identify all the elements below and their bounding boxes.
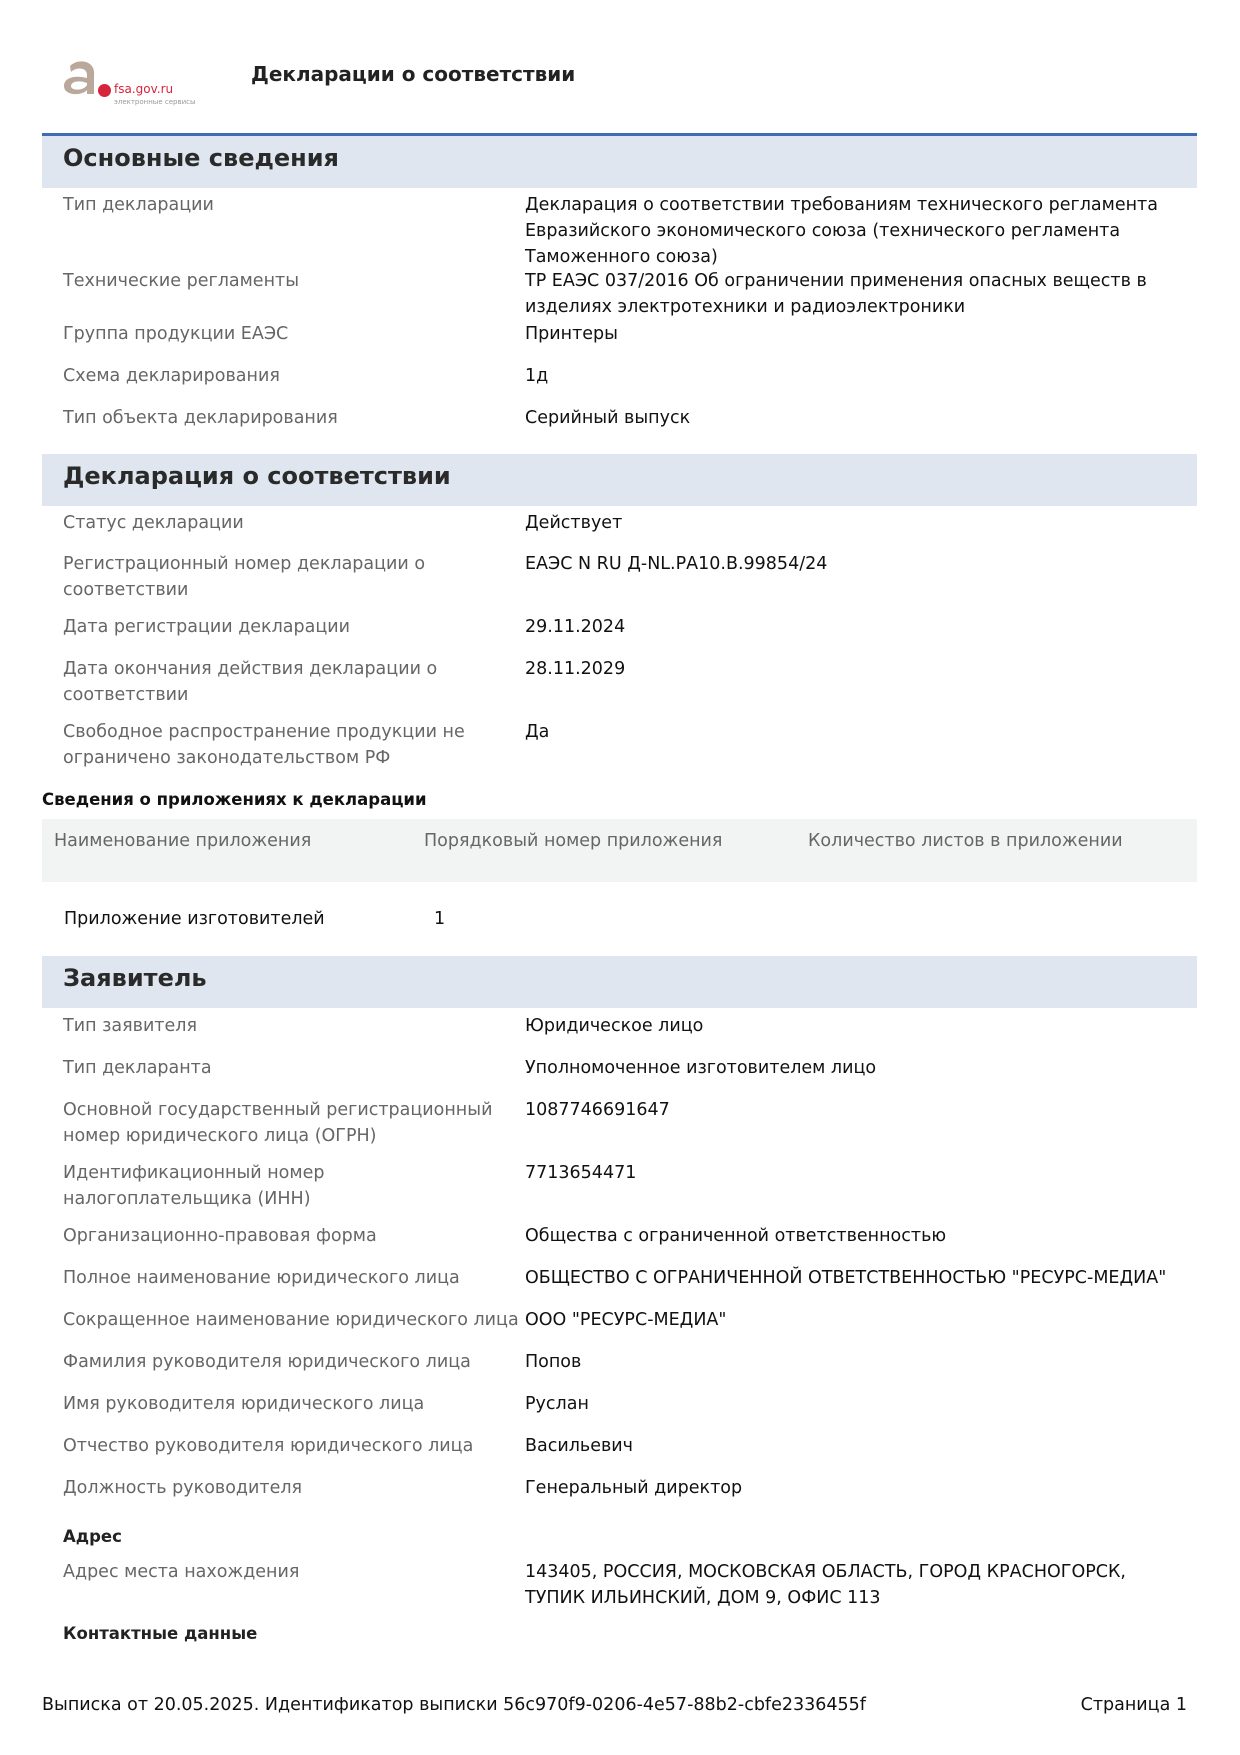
row-declarant-type <box>42 1055 1197 1097</box>
row-head-patronymic <box>42 1433 1197 1475</box>
field-value: 1087746691647 <box>525 1100 670 1120</box>
field-value: ООО "РЕСУРС-МЕДИА" <box>525 1310 727 1330</box>
contacts-heading: Контактные данные <box>63 1624 258 1643</box>
field-label: Дата окончания действия декларации о соответствии <box>63 659 438 705</box>
field-label: Основной государственный регистрационный номер юридического лица (ОГРН) <box>63 1100 493 1146</box>
field-label: Статус декларации <box>63 513 244 533</box>
field-value: ЕАЭС N RU Д-NL.РА10.В.99854/24 <box>525 554 828 574</box>
field-label: Схема декларирования <box>63 366 280 386</box>
logo-dot <box>98 84 111 97</box>
column-header: Количество листов в приложении <box>808 831 1123 851</box>
page-number: Страница 1 <box>1080 1695 1187 1715</box>
field-label: Фамилия руководителя юридического лица <box>63 1352 471 1372</box>
field-value: Васильевич <box>525 1436 634 1456</box>
field-label: Тип декларации <box>63 195 214 215</box>
field-value: Руслан <box>525 1394 589 1414</box>
field-label: Должность руководителя <box>63 1478 303 1498</box>
field-label: Идентификационный номер налогоплательщика (ИНН) <box>63 1163 325 1209</box>
field-value: 1д <box>525 366 549 386</box>
field-label: Организационно-правовая форма <box>63 1226 377 1246</box>
table-cell: Приложение изготовителей <box>64 909 325 929</box>
address-block <box>42 1559 1197 1613</box>
row-head-position <box>42 1475 1197 1517</box>
row-full-name <box>42 1265 1197 1307</box>
row-free-distribution <box>42 719 1197 773</box>
attachments-table <box>42 819 1197 944</box>
section-applicant <box>42 956 1197 1517</box>
logo-subtitle: электронные сервисы <box>114 98 196 106</box>
field-value: Уполномоченное изготовителем лицо <box>525 1058 877 1078</box>
row-expiry-date <box>42 656 1197 719</box>
row-short-name <box>42 1307 1197 1349</box>
table-row <box>42 894 1197 944</box>
field-value: 28.11.2029 <box>525 659 626 679</box>
section-declaration <box>42 454 1197 773</box>
row-declaration-type <box>42 192 1197 268</box>
field-value: Да <box>525 722 550 742</box>
field-value: Серийный выпуск <box>525 408 691 428</box>
field-label: Имя руководителя юридического лица <box>63 1394 425 1414</box>
page-footer <box>42 1695 1197 1715</box>
row-reg-number <box>42 551 1197 614</box>
field-label: Отчество руководителя юридического лица <box>63 1436 474 1456</box>
section-heading: Заявитель <box>42 956 1197 1008</box>
section-heading: Основные сведения <box>42 133 1197 188</box>
field-label: Полное наименование юридического лица <box>63 1268 460 1288</box>
field-label: Свободное распространение продукции не ограничено законодательством РФ <box>63 722 465 768</box>
address-heading: Адрес <box>63 1527 122 1546</box>
extract-info: Выписка от 20.05.2025. Идентификатор выписки 56c970f9-0206-4e57-88b2-cbfe2336455f <box>42 1695 866 1715</box>
fsa-logo-icon <box>58 58 102 102</box>
row-head-name <box>42 1391 1197 1433</box>
column-header: Наименование приложения <box>54 831 312 851</box>
row-reg-date <box>42 614 1197 656</box>
field-label: Группа продукции ЕАЭС <box>63 324 289 344</box>
field-label: Тип заявителя <box>63 1016 197 1036</box>
column-header: Порядковый номер приложения <box>424 831 723 851</box>
field-value: ОБЩЕСТВО С ОГРАНИЧЕННОЙ ОТВЕТСТВЕННОСТЬЮ "РЕСУРС-МЕДИА" <box>525 1268 1167 1288</box>
field-label: Тип объекта декларирования <box>63 408 338 428</box>
table-header <box>42 819 1197 882</box>
row-product-group <box>42 321 1197 363</box>
row-address <box>42 1559 1197 1613</box>
field-value: Попов <box>525 1352 582 1372</box>
logo-site-text: fsa.gov.ru <box>114 82 174 96</box>
row-status <box>42 510 1197 551</box>
row-applicant-type <box>42 1013 1197 1055</box>
section-heading: Декларация о соответствии <box>42 454 1197 506</box>
field-value: Юридическое лицо <box>525 1016 704 1036</box>
field-value: 7713654471 <box>525 1163 637 1183</box>
field-label: Тип декларанта <box>63 1058 212 1078</box>
row-ogrn <box>42 1097 1197 1160</box>
field-label: Адрес места нахождения <box>63 1562 300 1582</box>
field-value: Общества с ограниченной ответственностью <box>525 1226 947 1246</box>
row-object-type <box>42 405 1197 447</box>
row-head-surname <box>42 1349 1197 1391</box>
field-label: Технические регламенты <box>63 271 300 291</box>
field-label: Сокращенное наименование юридического лица <box>63 1310 519 1330</box>
field-value: 29.11.2024 <box>525 617 626 637</box>
row-legal-form <box>42 1223 1197 1265</box>
page-header <box>0 0 1240 130</box>
field-value: Генеральный директор <box>525 1478 743 1498</box>
row-tech-regulations <box>42 268 1197 321</box>
field-value: 143405, РОССИЯ, МОСКОВСКАЯ ОБЛАСТЬ, ГОРОД КРАСНОГОРСК, ТУПИК ИЛЬИНСКИЙ, ДОМ 9, ОФИС 113 <box>525 1562 1126 1608</box>
row-inn <box>42 1160 1197 1223</box>
section-basic-info <box>42 133 1197 447</box>
document-title: Декларации о соответствии <box>251 62 576 86</box>
status-value: Действует <box>525 513 623 533</box>
fsa-logo[interactable] <box>58 58 208 108</box>
field-label: Дата регистрации декларации <box>63 617 351 637</box>
attachments-heading: Сведения о приложениях к декларации <box>42 790 427 809</box>
table-cell: 1 <box>434 909 446 929</box>
field-value: Принтеры <box>525 324 618 344</box>
field-value: Декларация о соответствии требованиям технического регламента Евразийского экономического союза (технического регламента Таможенного союза) <box>525 195 1158 267</box>
row-declaration-scheme <box>42 363 1197 405</box>
field-label: Регистрационный номер декларации о соответствии <box>63 554 426 600</box>
field-value: ТР ЕАЭС 037/2016 Об ограничении применения опасных веществ в изделиях электротехники и радиоэлектроники <box>525 271 1147 317</box>
